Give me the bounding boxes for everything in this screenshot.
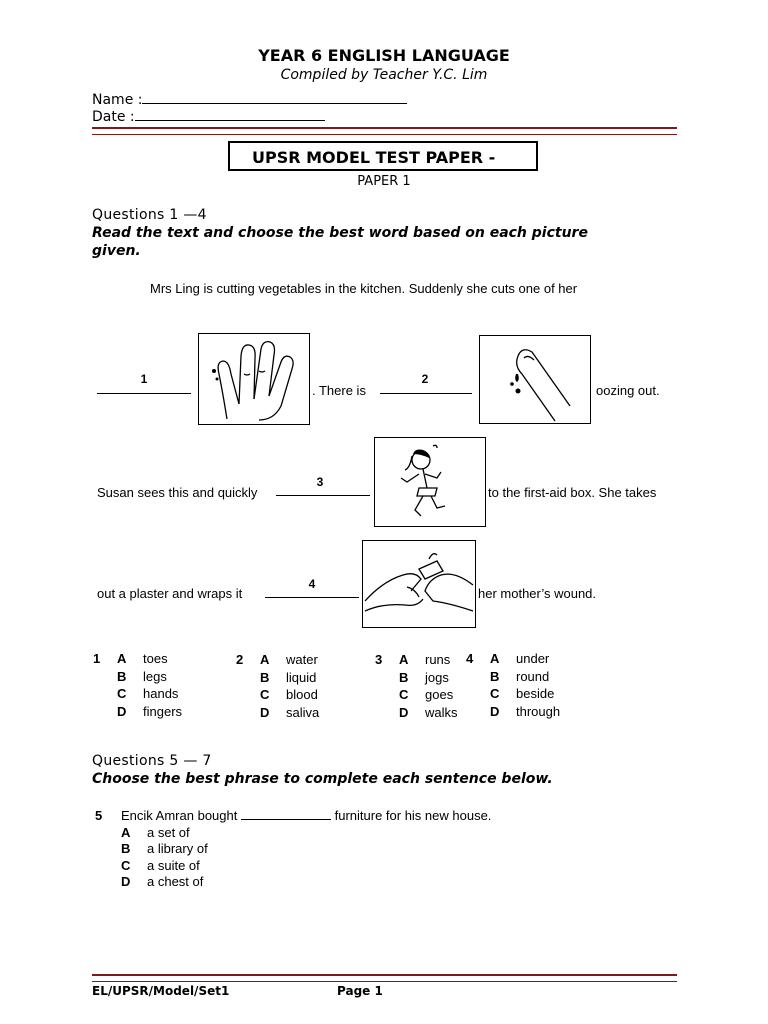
question-number: 2 — [236, 652, 244, 667]
option-text[interactable]: under — [516, 651, 550, 666]
question-1-options: 1 A toes B legs C hands D fingers — [93, 651, 183, 719]
name-field — [92, 91, 407, 108]
plaster-hands-icon — [363, 541, 475, 627]
name-blank — [142, 91, 407, 104]
option-text[interactable]: a suite of — [147, 857, 200, 873]
instruction-line-2: given. — [92, 243, 141, 259]
question-3-options: 3 A runs B jogs C goes D walks — [375, 652, 458, 720]
question-5-stem-end: furniture for his new house. — [334, 808, 492, 823]
option-text[interactable]: blood — [286, 687, 318, 702]
question-5-stem-start: Encik Amran bought — [121, 808, 238, 823]
document-subtitle: Compiled by Teacher Y.C. Lim — [280, 67, 488, 83]
blank-number-1: 1 — [140, 372, 148, 386]
option-text[interactable]: legs — [143, 668, 167, 684]
hand-picture — [198, 333, 310, 425]
option-text[interactable]: a chest of — [147, 874, 204, 889]
running-girl-icon — [375, 438, 485, 526]
option-text[interactable]: through — [516, 703, 561, 719]
blank-4 — [265, 597, 359, 598]
footer-divider — [92, 974, 677, 982]
date-field — [92, 108, 325, 125]
option-text[interactable]: beside — [516, 686, 555, 701]
option-text[interactable]: a set of — [147, 824, 190, 840]
option-text[interactable]: fingers — [143, 703, 183, 719]
option-text[interactable]: goes — [425, 687, 454, 702]
option-text[interactable]: liquid — [286, 669, 317, 685]
name-label: Name : — [92, 92, 143, 108]
blank-number-2: 2 — [421, 372, 429, 386]
date-label: Date : — [92, 109, 135, 125]
story-line-2-end: oozing out. — [596, 383, 660, 398]
blank-1 — [97, 393, 191, 394]
blank-number-4: 4 — [308, 577, 316, 591]
bleeding-finger-icon — [480, 336, 590, 423]
hand-fingers-icon — [199, 334, 309, 424]
option-text[interactable]: saliva — [286, 704, 320, 720]
option-text[interactable]: a library of — [147, 841, 208, 856]
header-divider — [92, 127, 677, 135]
story-line-2-mid: . There is — [312, 383, 366, 398]
blank-2 — [380, 393, 472, 394]
plaster-wrapping-picture — [362, 540, 476, 628]
page-number: Page 1 — [337, 984, 383, 998]
footer-code: EL/UPSR/Model/Set1 — [92, 984, 230, 998]
question-number: 5 — [95, 808, 103, 823]
option-text[interactable]: round — [516, 668, 550, 684]
document-title: YEAR 6 ENGLISH LANGUAGE — [258, 46, 510, 65]
question-number: 4 — [466, 651, 474, 666]
section1-heading: Questions 1 —4 — [92, 207, 207, 223]
blank-3 — [276, 495, 370, 496]
blank-number-3: 3 — [316, 475, 324, 489]
instruction-line-1: Read the text and choose the best word based on each picture — [92, 225, 588, 241]
option-text[interactable]: hands — [143, 686, 179, 701]
running-girl-picture — [374, 437, 486, 527]
story-line-3-end: to the first-aid box. She takes — [488, 485, 657, 500]
section1-instruction — [92, 224, 692, 260]
question-2-options: 2 A water B liquid C blood D saliva — [236, 652, 320, 720]
paper-title: UPSR MODEL TEST PAPER - — [252, 148, 496, 167]
option-text[interactable]: runs — [425, 652, 451, 667]
question-number: 1 — [93, 651, 101, 666]
story-line-1: Mrs Ling is cutting vegetables in the kitchen. Suddenly she cuts one of her — [150, 281, 578, 296]
option-text[interactable]: water — [286, 652, 318, 667]
section2-heading: Questions 5 — 7 — [92, 753, 212, 769]
story-line-4-end: her mother’s wound. — [478, 586, 597, 601]
bleeding-finger-picture — [479, 335, 591, 424]
story-line-4-start: out a plaster and wraps it — [97, 586, 243, 601]
option-text[interactable]: jogs — [425, 669, 449, 685]
question-4-options: 4 A under B round C beside D through — [466, 651, 561, 719]
question-5: 5 Encik Amran bought furniture for his new house. A a set of B a library of C a suite of D a chest of — [95, 808, 492, 889]
option-text[interactable]: walks — [425, 704, 458, 720]
story-line-3-start: Susan sees this and quickly — [97, 485, 258, 500]
date-blank — [135, 108, 325, 121]
question-5-blank — [241, 807, 331, 820]
option-text[interactable]: toes — [143, 651, 168, 666]
section2-instruction: Choose the best phrase to complete each sentence below. — [92, 771, 553, 787]
paper-title-box — [228, 141, 538, 171]
question-number: 3 — [375, 652, 383, 667]
paper-subtitle: PAPER 1 — [357, 174, 411, 189]
